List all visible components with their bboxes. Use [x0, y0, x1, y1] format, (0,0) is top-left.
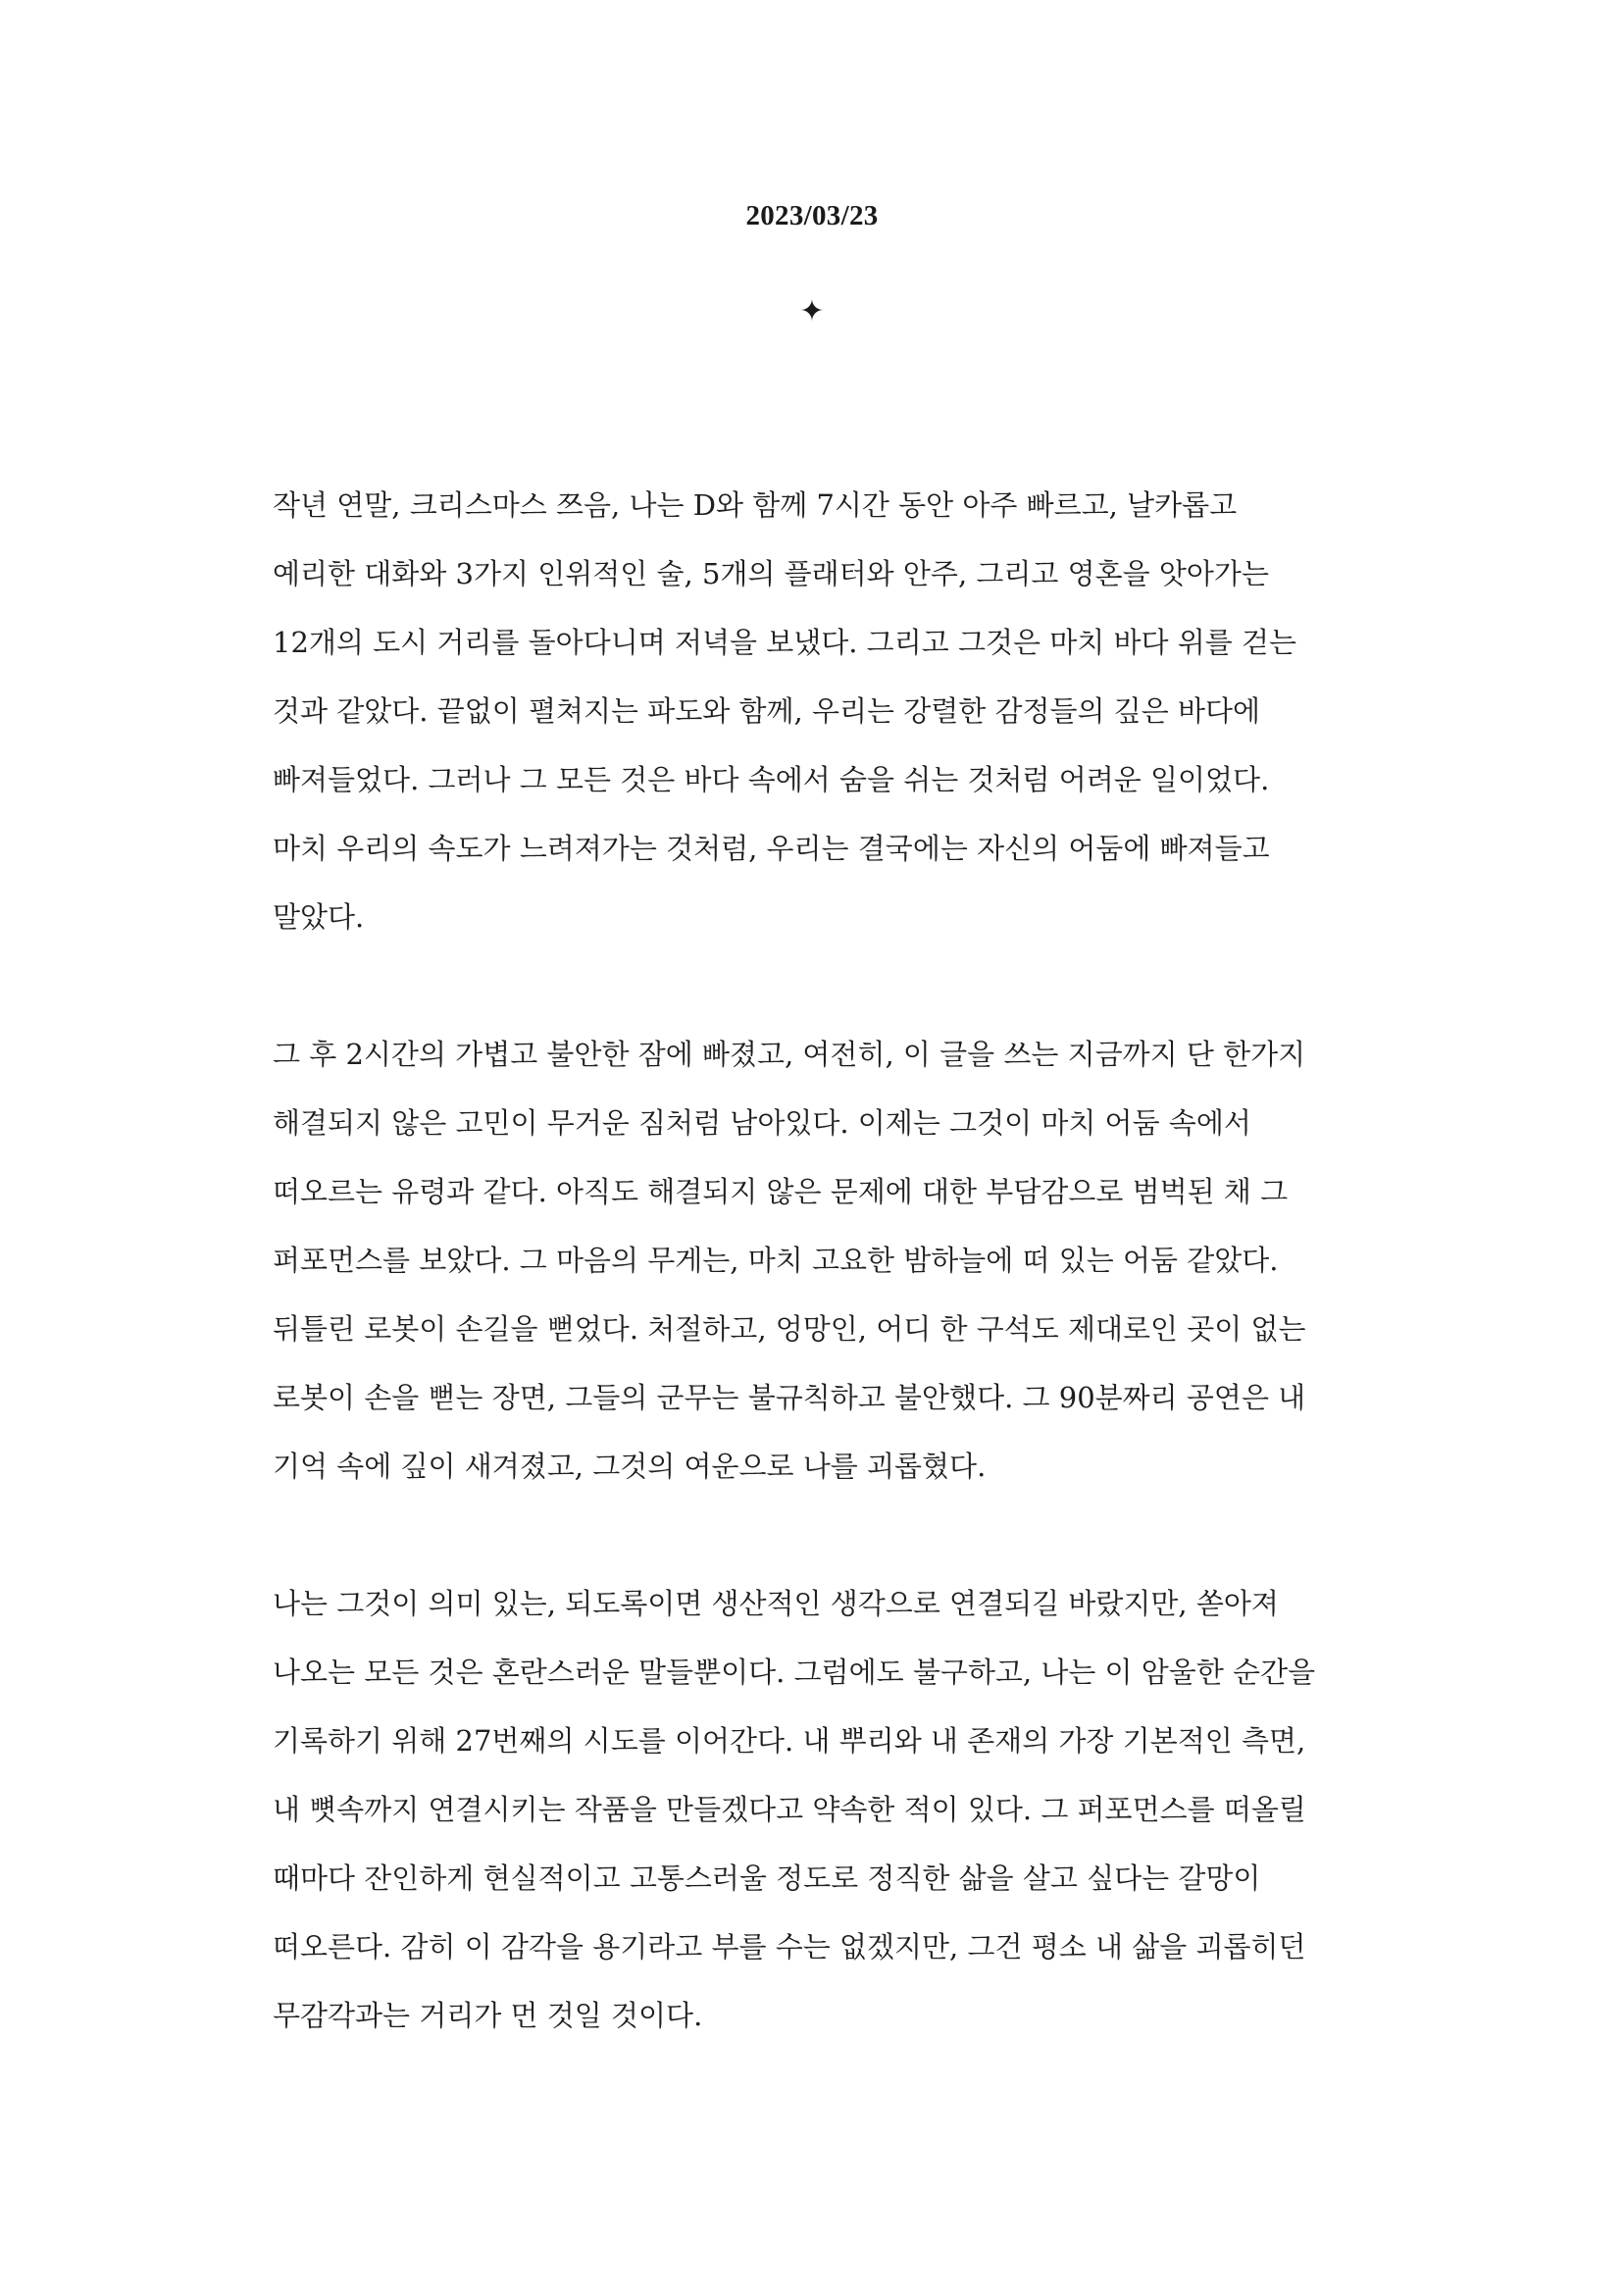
four-point-star-icon: ✦ — [799, 294, 825, 329]
text-line: 나오는 모든 것은 혼란스러운 말들뿐이다. 그럼에도 불구하고, 나는 이 암울한 순간을 — [273, 1656, 1316, 1689]
text-line: 12개의 도시 거리를 돌아다니며 저녁을 보냈다. 그리고 그것은 마치 바다 위를 걷는 — [273, 626, 1296, 659]
text-line: 내 뼛속까지 연결시키는 작품을 만들겠다고 약속한 적이 있다. 그 퍼포먼스를 떠올릴 — [273, 1793, 1306, 1826]
paragraph-3 — [273, 1569, 1371, 2050]
text-line: 떠오르는 유령과 같다. 아직도 해결되지 않은 문제에 대한 부담감으로 범벅된 채 그 — [273, 1175, 1289, 1208]
paragraph-1 — [273, 471, 1371, 951]
text-line: 빠져들었다. 그러나 그 모든 것은 바다 속에서 숨을 쉬는 것처럼 어려운 일이었다. — [273, 763, 1270, 796]
text-line: 작년 연말, 크리스마스 쯔음, 나는 D와 함께 7시간 동안 아주 빠르고, 날카롭고 — [273, 488, 1238, 522]
text-line: 해결되지 않은 고민이 무거운 짐처럼 남아있다. 이제는 그것이 마치 어둠 속에서 — [273, 1106, 1251, 1140]
text-line: 기록하기 위해 27번째의 시도를 이어간다. 내 뿌리와 내 존재의 가장 기본적인 측면, — [273, 1724, 1306, 1758]
text-line: 때마다 잔인하게 현실적이고 고통스러울 정도로 정직한 삶을 살고 싶다는 갈망이 — [273, 1861, 1261, 1895]
text-line: 예리한 대화와 3가지 인위적인 술, 5개의 플래터와 안주, 그리고 영혼을 앗아가는 — [273, 557, 1269, 590]
text-line: 것과 같았다. 끝없이 펼쳐지는 파도와 함께, 우리는 강렬한 감정들의 깊은 바다에 — [273, 694, 1261, 728]
text-line: 그 후 2시간의 가볍고 불안한 잠에 빠졌고, 여전히, 이 글을 쓰는 지금까지 단 한가지 — [273, 1038, 1306, 1071]
text-line: 무감각과는 거리가 먼 것일 것이다. — [273, 1999, 703, 2032]
text-line: 마치 우리의 속도가 느려져가는 것처럼, 우리는 결국에는 자신의 어둠에 빠져들고 — [273, 832, 1270, 865]
text-line: 말았다. — [273, 900, 365, 934]
text-line: 나는 그것이 의미 있는, 되도록이면 생산적인 생각으로 연결되길 바랐지만, 쏟아져 — [273, 1587, 1279, 1620]
document-body — [273, 471, 1371, 2050]
text-line: 뒤틀린 로봇이 손길을 뻗었다. 처절하고, 엉망인, 어디 한 구석도 제대로인 곳이 없는 — [273, 1312, 1306, 1346]
text-line: 퍼포먼스를 보았다. 그 마음의 무게는, 마치 고요한 밤하늘에 떠 있는 어둠 같았다. — [273, 1244, 1279, 1277]
text-line: 로봇이 손을 뻗는 장면, 그들의 군무는 불규칙하고 불안했다. 그 90분짜리 공연은 내 — [273, 1381, 1306, 1414]
text-line: 떠오른다. 감히 이 감각을 용기라고 부를 수는 없겠지만, 그건 평소 내 삶을 괴롭히던 — [273, 1930, 1306, 1963]
paragraph-2 — [273, 1020, 1371, 1501]
text-line: 기억 속에 깊이 새겨졌고, 그것의 여운으로 나를 괴롭혔다. — [273, 1450, 987, 1483]
document-date: 2023/03/23 — [745, 200, 879, 231]
